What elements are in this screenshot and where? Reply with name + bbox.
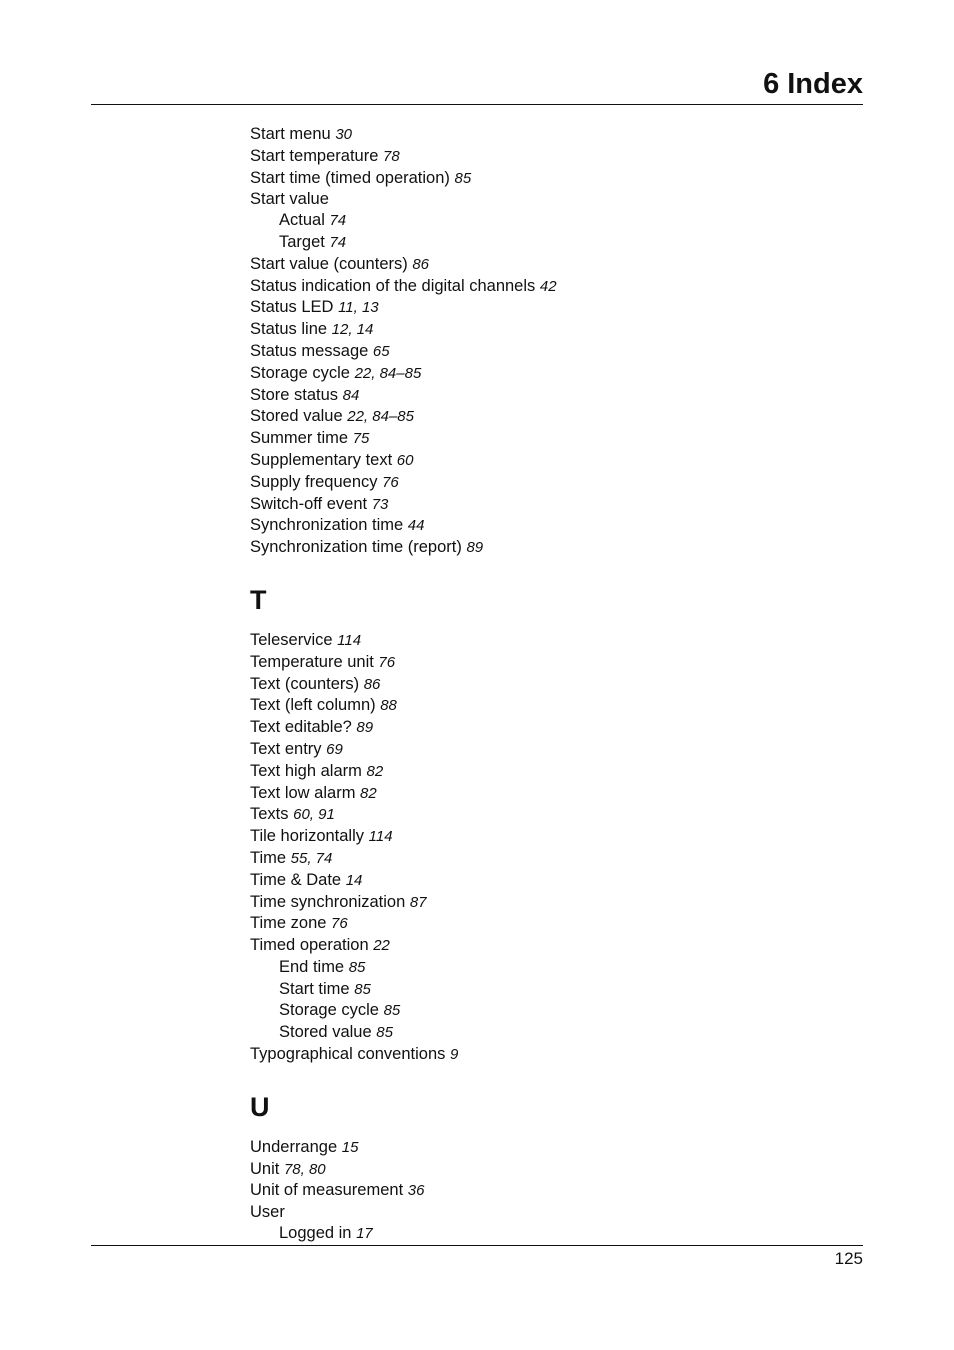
entry-term: Start value (counters) [250,254,408,273]
entry-pages: 82 [360,784,377,802]
entry-term: Synchronization time (report) [250,538,462,557]
entry-pages: 89 [356,719,374,737]
entry-term: Text entry [250,739,322,758]
index-entry [250,695,850,717]
entry-pages: 60 [396,451,414,469]
index-entry [250,913,850,935]
entry-pages: 60, 91 [293,806,335,824]
entry-pages: 76 [331,915,348,933]
page-number: 125 [834,1249,863,1268]
index-section [250,585,850,1066]
index-entry [250,450,850,472]
entry-term: Supplementary text [250,450,393,469]
index-entry [250,1180,850,1202]
entry-term: Start menu [250,125,331,143]
entry-term: Stored value [279,1023,372,1042]
entry-term: Status line [250,320,328,339]
index-section [250,124,850,559]
section-letter: T [250,584,267,615]
index-section [250,1092,850,1245]
entry-pages: 114 [368,828,393,846]
entry-pages: 85 [354,980,371,998]
entry-pages: 15 [341,1138,359,1156]
header-rule [91,104,863,105]
entry-term: Timed operation [250,936,369,955]
entry-pages: 76 [378,653,396,671]
entry-term: Start time (timed operation) [250,168,450,187]
index-entry [250,406,850,428]
entry-term: Actual [279,211,325,230]
index-entry [250,515,850,537]
entry-term: Typographical conventions [250,1045,446,1064]
index-subentry [250,979,850,1001]
entry-term: Stored value [250,407,343,426]
index-entry [250,146,850,168]
entry-pages: 11, 13 [338,299,379,317]
entry-term: Unit [250,1159,280,1178]
entry-pages: 89 [466,539,484,557]
entry-pages: 85 [376,1024,393,1042]
index-entry [250,472,850,494]
entry-pages: 74 [329,233,347,251]
entry-pages: 17 [356,1225,373,1243]
entry-term: Logged in [279,1224,352,1243]
entry-pages: 82 [366,762,384,780]
index-subentry [250,1000,850,1022]
footer-rule [91,1245,863,1246]
entry-term: Text (counters) [250,674,360,693]
entry-pages: 30 [335,126,352,143]
index-entry [250,1159,850,1181]
entry-pages: 84 [342,386,360,404]
index-entry [250,494,850,516]
entry-term: Time synchronization [250,892,406,911]
entry-term: Summer time [250,429,349,448]
index-subentry [250,232,850,254]
entry-pages: 85 [454,169,472,187]
index-entry [250,739,850,761]
entry-term: Underrange [250,1137,338,1156]
entry-pages: 36 [407,1182,425,1200]
index-entry [250,630,850,652]
entry-term: Unit of measurement [250,1181,404,1200]
entry-term: Texts [250,805,289,824]
entry-pages: 87 [409,893,427,911]
entry-term: Status indication of the digital channels [250,276,536,295]
index-entry [250,124,850,146]
entry-term: Status LED [250,298,334,317]
index-entry [250,363,850,385]
entry-term: Storage cycle [250,363,350,382]
index-subentry [250,1223,850,1245]
entry-term: Store status [250,385,339,404]
entry-term: Storage cycle [279,1001,379,1020]
entry-pages: 88 [380,697,397,715]
index-entry [250,385,850,407]
entry-pages: 85 [348,958,366,976]
index-entry [250,319,850,341]
index-entry [250,761,850,783]
entry-term: Status message [250,341,369,360]
index-entry [250,1044,850,1066]
entry-term: End time [279,957,345,976]
entry-term: Start value [250,190,329,209]
entry-pages: 22 [373,937,390,955]
index-subentry [250,957,850,979]
entry-term: User [250,1203,285,1222]
entry-term: Start time [279,979,350,998]
index-entry [250,189,850,210]
chapter-title: 6 Index [763,68,863,100]
entry-term: Text (left column) [250,696,376,715]
index-entry [250,341,850,363]
index-entry [250,276,850,298]
entry-term: Temperature unit [250,652,374,671]
entry-term: Text low alarm [250,783,356,802]
entry-pages: 14 [345,871,363,889]
entry-pages: 114 [337,631,362,649]
index-entry [250,935,850,957]
section-letter: U [250,1091,270,1122]
entry-pages: 22, 84–85 [347,408,414,426]
index-entry [250,892,850,914]
index-entry [250,783,850,805]
index-entry [250,848,850,870]
index-entry [250,1137,850,1159]
index-subentry [250,210,850,232]
entry-pages: 22, 84–85 [354,364,422,382]
index-entry [250,254,850,276]
entry-pages: 12, 14 [331,321,374,339]
index-entry [250,168,850,190]
index-entry [250,674,850,696]
entry-term: Text high alarm [250,761,362,780]
entry-term: Time [250,848,287,867]
entry-pages: 85 [383,1002,401,1020]
index-entry [250,826,850,848]
entry-term: Text editable? [250,718,352,737]
entry-pages: 74 [329,212,347,230]
entry-term: Supply frequency [250,472,378,491]
entry-term: Time zone [250,914,327,933]
entry-term: Teleservice [250,630,333,649]
entry-pages: 76 [382,473,399,491]
index-entry [250,428,850,450]
entry-term: Target [279,232,325,251]
entry-pages: 65 [372,342,390,360]
entry-term: Time & Date [250,870,342,889]
index-entry [250,297,850,319]
entry-pages: 44 [407,517,425,535]
index-entry [250,870,850,892]
entry-pages: 86 [363,675,381,693]
entry-pages: 78 [382,147,400,165]
index-entry [250,1202,850,1223]
entry-pages: 69 [326,740,343,758]
index-entry [250,652,850,674]
entry-term: Start temperature [250,146,379,165]
entry-pages: 9 [449,1046,459,1064]
index-entry [250,717,850,739]
entry-term: Switch-off event [250,494,368,513]
entry-term: Tile horizontally [250,827,365,846]
entry-pages: 75 [352,430,370,448]
entry-term: Synchronization time [250,516,404,535]
entry-pages: 42 [539,277,557,295]
entry-pages: 86 [412,255,430,273]
index-entry [250,537,850,559]
entry-pages: 78, 80 [283,1160,326,1178]
index-entry [250,804,850,826]
index-subentry [250,1022,850,1044]
entry-pages: 55, 74 [290,849,333,867]
index-list [250,124,850,1245]
entry-pages: 73 [371,495,389,513]
